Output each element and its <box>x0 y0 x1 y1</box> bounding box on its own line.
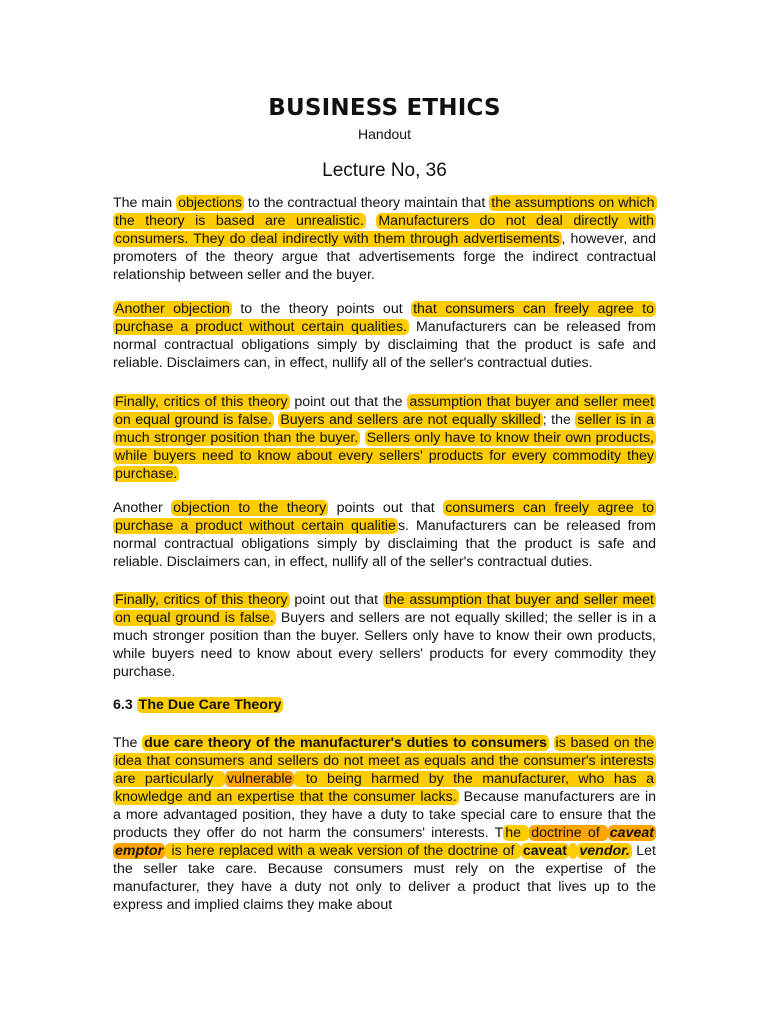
text: Because manufacturers are in a more advantaged position, they have a duty to take special care to ensure that the products they offer do not harm the consumers' interests. T <box>113 789 656 841</box>
highlight: to being harmed by the manufacturer, who has a knowledge and an expertise that the consumer lacks. <box>115 771 654 805</box>
highlight-strong: vulnerable <box>226 771 293 787</box>
text: points out that <box>328 500 444 516</box>
text: The <box>113 735 143 751</box>
paragraph-objections <box>113 194 656 284</box>
highlight: Manufacturers do not deal directly with consumers. They do deal indirectly with them through advertisements <box>115 213 654 247</box>
highlight-bold: due care theory of the manufacturer's duties to consumers <box>144 735 547 751</box>
highlight: the assumptions on which the theory is based are unrealistic. <box>115 195 655 229</box>
highlight: consumers can freely agree to purchase a product without certain qualitie <box>115 500 654 534</box>
highlight: assumption that buyer and seller meet on equal ground is false. <box>115 394 655 428</box>
highlight: is based on the idea that consumers and sellers do not meet as equals and the consumer's interests are particularly <box>115 735 655 787</box>
text: ; the <box>542 412 576 428</box>
highlight: Sellers only have to know their own products, while buyers need to know about every sellers' products for every commodity they purchase. <box>115 430 654 482</box>
text <box>366 213 377 229</box>
text: Let the seller take care. Because consumers must rely on the expertise of the manufacturer, they have a duty not only to deliver a product that lives up to the express and implied claims they make about <box>113 843 656 913</box>
paragraph-finally-critics-repeat <box>113 591 656 681</box>
paragraph-another-objection-repeat <box>113 499 656 571</box>
highlight-strong-italic: caveat emptor <box>115 825 654 859</box>
highlight: that consumers can freely agree to purchase a product without certain qualities. <box>115 301 654 335</box>
text: The main <box>113 195 177 211</box>
text: point out that the <box>289 394 408 410</box>
text: Manufacturers can be released from normal contractual obligations simply by disclaiming that the product is safe and reliable. Disclaimers can, in effect, nullify all of the seller's contractual duties. <box>113 319 656 371</box>
document-subtitle: Handout <box>358 126 411 142</box>
paragraph-finally-critics <box>113 393 656 483</box>
text <box>549 735 554 751</box>
section-heading-due-care <box>113 696 656 714</box>
text: to the theory points out <box>231 301 412 317</box>
text: point out that <box>289 592 383 608</box>
highlight: seller is in a much stronger position than the buyer. <box>115 412 654 446</box>
highlight-strong: doctrine of <box>531 825 606 841</box>
highlight: Another objection <box>115 301 230 317</box>
highlight: he <box>505 825 528 841</box>
highlight-bold: caveat <box>522 843 567 859</box>
text: Another <box>113 500 172 516</box>
paragraph-another-objection <box>113 300 656 372</box>
highlight: is here replaced with a weak version of the doctrine of <box>167 843 519 859</box>
highlight: objection to the theory <box>173 500 327 516</box>
text: to the contractual theory maintain that <box>243 195 490 211</box>
highlight: Finally, critics of this theory <box>115 394 288 410</box>
highlight: objections <box>178 195 242 211</box>
highlight: the assumption that buyer and seller meet on equal ground is false. <box>115 592 655 626</box>
section-number: 6.3 <box>113 697 137 713</box>
text <box>360 430 364 446</box>
document-title: BUSINESS ETHICS <box>268 95 501 121</box>
highlight: The Due Care Theory <box>138 697 282 713</box>
text: s. Manufacturers can be released from normal contractual obligations simply by disclaiming that the product is safe and reliable. Disclaimers can, in effect, nullify all of the seller's contractual duties. <box>113 518 656 570</box>
text: , however, and promoters of the theory argue that advertisements forge the indirect contractual relationship between seller and the buyer. <box>113 231 657 283</box>
highlight-bold-italic: vendor. <box>579 843 630 859</box>
highlight: Finally, critics of this theory <box>115 592 288 608</box>
lecture-number: Lecture No, 36 <box>322 160 447 181</box>
paragraph-due-care-theory <box>113 734 656 914</box>
highlight: Buyers and sellers are not equally skilled <box>280 412 541 428</box>
text: Buyers and sellers are not equally skilled; the seller is in a much stronger position than the buyer. Sellers only have to know their own products, while buyers need to know about every sellers' products for every commodity they purchase. <box>113 610 656 680</box>
